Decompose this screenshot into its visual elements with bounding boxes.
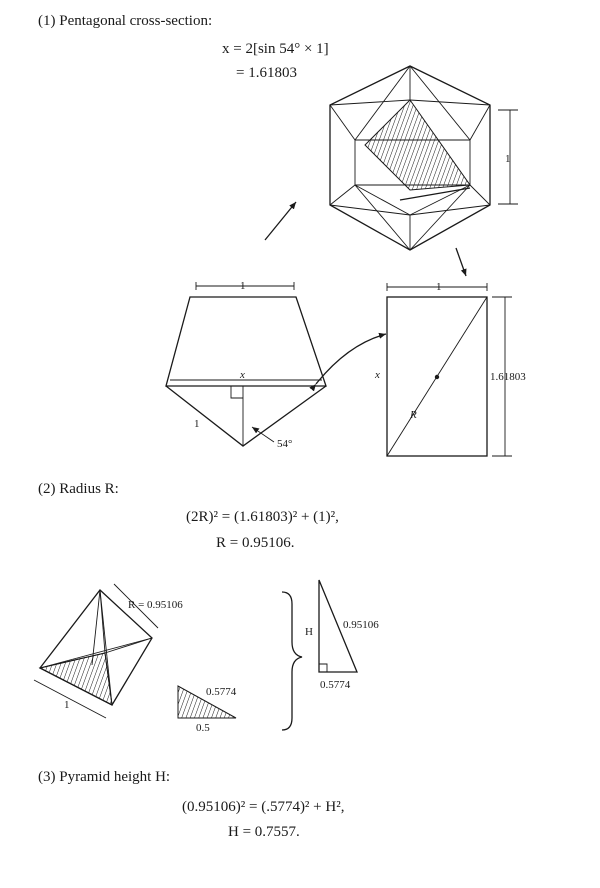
rect-top-label: 1 [436,281,442,293]
tetra-edge-label: 1 [64,699,70,711]
section3-equation-2: H = 0.7557. [228,824,300,840]
trap-edge-label: 1 [194,418,200,430]
right-triangle-diagram [305,580,379,691]
arrow-down [456,248,466,276]
rectangle-diagram [374,281,526,456]
small-tri-base-label: 0.5 [196,722,210,734]
section2-equation-2: R = 0.95106. [216,535,295,551]
section1-equation-1: x = 2[sin 54° × 1] [222,41,329,57]
brace [282,592,302,730]
pentagon-diagram [166,280,326,450]
rect-height-label: 1.61803 [490,371,526,383]
tetra-R-label: R = 0.95106 [128,599,183,611]
section1-heading: (1) Pentagonal cross-section: [38,13,213,29]
angle-label: 54° [277,438,293,450]
arrow-up-right [265,202,296,240]
icosahedron-diagram [330,66,518,250]
right-tri-base-label: 0.5774 [320,679,351,691]
rect-diag-label: R [410,409,417,421]
right-tri-H-label: H [305,626,313,638]
rect-side-label: x [375,369,380,381]
icosa-edge-label: 1 [505,153,511,165]
trap-top-label: 1 [240,280,246,292]
section1-equation-2: = 1.61803 [236,65,297,81]
right-tri-hyp-label: 0.95106 [343,619,379,631]
small-triangle-diagram [178,686,237,734]
section2-heading: (2) Radius R: [38,481,119,497]
section3-equation-1: (0.95106)² = (.5774)² + H², [182,799,345,815]
section2-equation-1: (2R)² = (1.61803)² + (1)², [186,509,339,525]
tetrahedron-diagram [34,584,183,718]
small-tri-hyp-label: 0.5774 [206,686,237,698]
section3-heading: (3) Pyramid height H: [38,769,171,785]
trap-x-label: x [240,369,245,381]
